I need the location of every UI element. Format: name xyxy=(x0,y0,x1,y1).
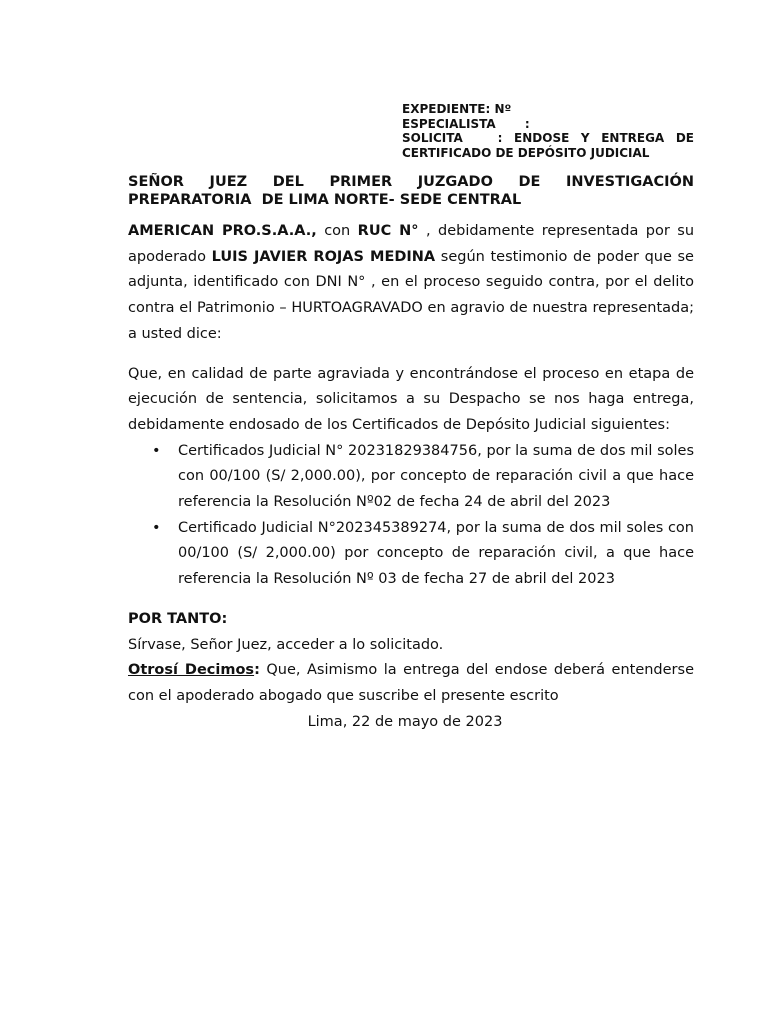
addressee-line-1: SEÑOR JUEZ DEL PRIMER JUZGADO DE INVESTIGACIÓN xyxy=(128,174,694,190)
especialista-line: ESPECIALISTA : xyxy=(402,116,530,131)
solicita-value: : ENDOSE Y ENTREGA DE xyxy=(497,131,694,145)
document-body xyxy=(128,219,694,735)
bullet-icon: • xyxy=(152,519,161,536)
document-date: Lima, 22 de mayo de 2023 xyxy=(307,713,503,730)
representative-name: LUIS JAVIER ROJAS MEDINA xyxy=(211,248,436,265)
expediente-line: EXPEDIENTE: Nº xyxy=(402,102,512,116)
bullet-icon: • xyxy=(152,442,161,459)
solicita-line xyxy=(402,131,694,146)
addressee xyxy=(128,173,694,209)
certificate-list xyxy=(128,439,694,593)
otrosi-colon: : xyxy=(254,662,260,679)
case-header xyxy=(402,102,694,160)
sirvase-line: Sírvase, Señor Juez, acceder a lo solicitado. xyxy=(128,636,444,653)
otrosi-paragraph xyxy=(128,658,694,709)
intro-con: con xyxy=(316,223,358,239)
certificate-item-2: Certificado Judicial N°202345389274, por la suma de dos mil soles con 00/100 (S/ 2,000.00) por concepto de reparación civil, a que hace referencia la Resolución Nº 03 de fecha 27 de abril del 2023 xyxy=(178,519,694,588)
por-tanto-label: POR TANTO: xyxy=(128,610,228,627)
solicita-label: SOLICITA xyxy=(402,131,463,145)
request-paragraph: Que, en calidad de parte agraviada y encontrándose el proceso en etapa de ejecución de sentencia, solicitamos a su Despacho se nos haga entrega, debidamente endosado de los Certificados de Depósito Judicial siguientes: xyxy=(128,365,694,433)
addressee-line-2: PREPARATORIA DE LIMA NORTE- SEDE CENTRAL xyxy=(128,192,522,208)
list-item xyxy=(128,516,694,593)
por-tanto-heading xyxy=(128,607,694,633)
intro-paragraph xyxy=(128,219,694,348)
intro-text-2: según testimonio de poder que se adjunta, identificado con DNI N° , en el proceso seguido contra, por el delito contra el Patrimonio – HURTOAGRAVADO en agravio de nuestra representada; a usted dice: xyxy=(128,248,694,342)
intro-text-1: , debidamente representada por su apoderado xyxy=(128,223,695,265)
certificate-item-1: Certificados Judicial N° 20231829384756, por la suma de dos mil soles con 00/100 (S/ 2,000.00), por concepto de reparación civil a que hace referencia la Resolución Nº02 de fecha 24 de abril del 2023 xyxy=(178,442,694,511)
solicita-line-2: CERTIFICADO DE DEPÓSITO JUDICIAL xyxy=(402,145,650,160)
otrosi-label: Otrosí Decimos xyxy=(128,662,255,679)
ruc-label: RUC N° xyxy=(357,223,419,239)
list-item xyxy=(128,439,694,516)
otrosi-text: Que, Asimismo la entrega del endose deberá entenderse con el apoderado abogado que suscribe el presente escrito xyxy=(128,662,694,704)
company-name: AMERICAN PRO.S.A.A., xyxy=(128,223,317,239)
